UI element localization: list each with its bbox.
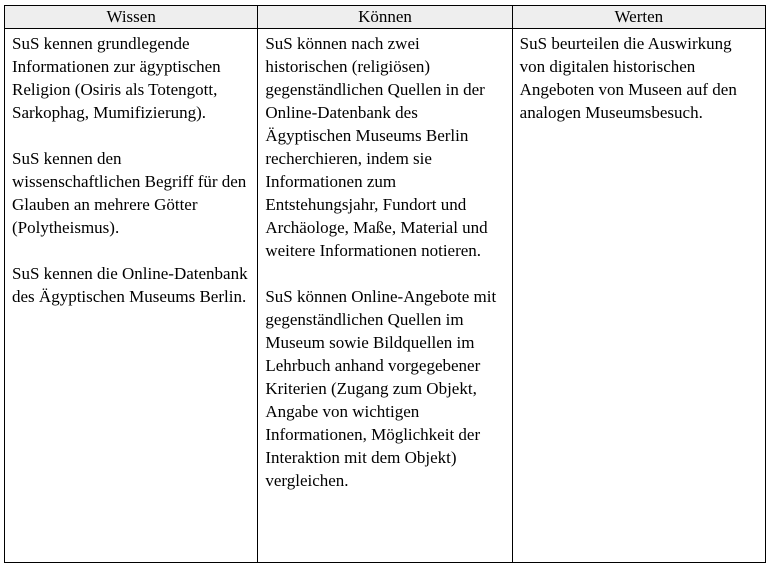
table-header-row (5, 6, 766, 29)
cell-wissen[interactable] (5, 29, 258, 563)
cell-koennen[interactable] (258, 29, 512, 563)
koennen-paragraph-2: SuS können Online-Angebote mit gegenständlichen Quellen im Museum sowie Bildquellen im Lehrbuch anhand vorgegebener Kriterien (Zugang zum Objekt, Angabe von wichtigen Informationen, Möglichkeit der Interaktion mit dem Objekt) vergleichen. (265, 287, 497, 490)
wissen-paragraph-3: SuS kennen die Online-Datenbank des Ägyptischen Museums Berlin. (12, 264, 248, 306)
document-page (4, 5, 766, 563)
header-wissen: Wissen (5, 6, 258, 29)
table-row (5, 29, 766, 563)
wissen-paragraph-1: SuS kennen grundlegende Informationen zur ägyptischen Religion (Osiris als Totengott, Sarkophag, Mumifizierung). (12, 34, 221, 122)
header-koennen: Können (258, 6, 512, 29)
header-werten: Werten (512, 6, 765, 29)
cell-werten[interactable] (512, 29, 765, 563)
koennen-paragraph-1: SuS können nach zwei historischen (religiösen) gegenständlichen Quellen in der Online-Datenbank des Ägyptischen Museums Berlin recherchieren, indem sie Informationen zum Entstehungsjahr, Fundort und Archäologe, Maße, Material und weitere Informationen notieren. (265, 34, 488, 260)
competence-table (4, 5, 766, 563)
wissen-paragraph-2: SuS kennen den wissenschaftlichen Begriff für den Glauben an mehrere Götter (Polytheismus). (12, 149, 247, 237)
werten-paragraph-1: SuS beurteilen die Auswirkung von digitalen historischen Angeboten von Museen auf den analogen Museumsbesuch. (519, 34, 737, 122)
